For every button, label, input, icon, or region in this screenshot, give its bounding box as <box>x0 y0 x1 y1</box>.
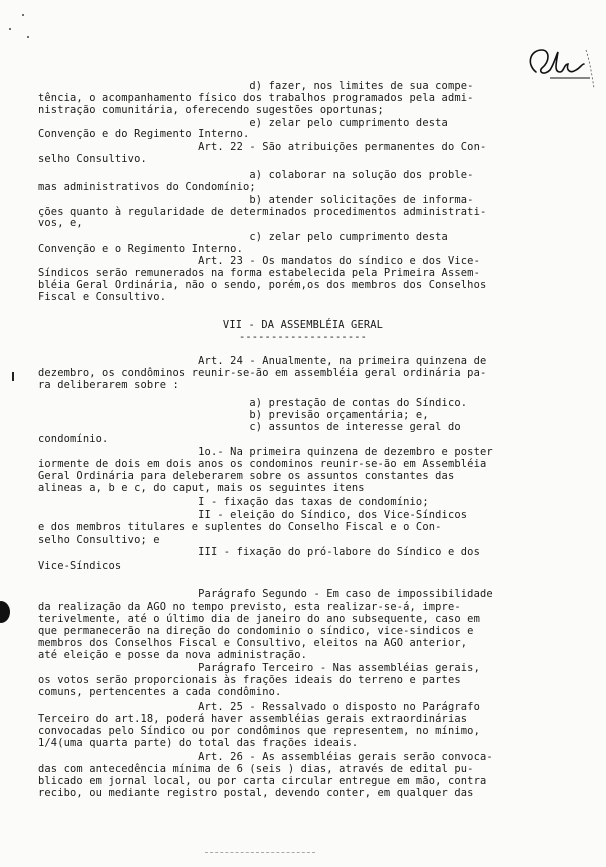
text-line: Síndicos serão remunerados na forma estabelecida pela Primeira Assem- <box>38 267 480 279</box>
text-line: mas administrativos do Condomínio; <box>38 181 256 193</box>
text-line: c) zelar pelo cumprimento desta <box>38 231 448 243</box>
text-line: ra deliberarem sobre : <box>38 379 179 391</box>
text-line: -------------------- <box>238 331 368 343</box>
binder-hole <box>0 601 10 623</box>
text-line: III - fixação do pró-labore do Síndico e dos <box>38 546 480 558</box>
text-line: das com antecedência mínima de 6 (seis ) dias, através de edital pu- <box>38 763 474 775</box>
text-line: Art. 26 - As assembléias gerais serão convoca- <box>38 751 493 763</box>
text-line: selho Consultivo. <box>38 153 147 165</box>
text-line: 1/4(uma quarta parte) do total das frações ideais. <box>38 737 359 749</box>
text-line: comuns, pertencentes a cada condômino. <box>38 686 282 698</box>
text-line: os votos serão proporcionais às frações ideais do terreno e partes <box>38 674 461 686</box>
text-line: terivelmente, até o último dia de janeiro do ano subsequente, caso em <box>38 613 480 625</box>
text-line: Vice-Síndicos <box>38 560 122 572</box>
text-line: condomínio. <box>38 433 109 445</box>
text-line: que permanecerão na direção do condominio o síndico, vice-sindicos e <box>38 625 474 637</box>
text-line: b) atender solicitações de informa- <box>38 194 474 206</box>
text-line: I - fixação das taxas de condomínio; <box>38 496 429 508</box>
text-line: 1o.- Na primeira quinzena de dezembro e poster <box>38 446 493 458</box>
text-line: alineas a, b e c, do caput, mais os seguintes itens <box>38 482 365 494</box>
text-line: b) previsão orçamentária; e, <box>38 409 429 421</box>
footer-rule <box>205 852 315 854</box>
text-line: Terceiro do art.18, poderá haver assembléias gerais extraordinárias <box>38 713 468 725</box>
scan-speck <box>27 36 29 38</box>
text-line: convocadas pelo Síndico ou por condôminos que representem, no mínimo, <box>38 725 480 737</box>
text-line: Parágrafo Segundo - Em caso de impossibilidade <box>38 588 493 600</box>
text-line: a) prestação de contas do Síndico. <box>38 397 468 409</box>
text-line: c) assuntos de interesse geral do <box>38 421 461 433</box>
text-line: Geral Ordinária para deleberarem sobre os assuntos constantes das <box>38 470 455 482</box>
scan-speck <box>9 28 11 30</box>
text-line: iormente de dois em dois anos os condominos reunir-se-ão em Assembléia <box>38 458 487 470</box>
text-line: e) zelar pelo cumprimento desta <box>38 117 448 129</box>
text-line: ções quanto à regularidade de determinados procedimentos administrati- <box>38 206 487 218</box>
text-line: Art. 23 - Os mandatos do síndico e dos Vice- <box>38 255 480 267</box>
text-line: nistração comunitária, oferecendo sugestões oportunas; <box>38 104 384 116</box>
text-line: d) fazer, nos limites de sua compe- <box>38 80 474 92</box>
text-line: bléia Geral Ordinária, não o sendo, porém,os dos membros dos Conselhos <box>38 279 487 291</box>
text-line: até eleição e posse da nova administração. <box>38 649 308 661</box>
text-line: Convenção e o Regimento Interno. <box>38 243 243 255</box>
text-line: blicado em jornal local, ou por carta circular entregue em mão, contra <box>38 775 487 787</box>
text-line: Convenção e do Regimento Interno. <box>38 128 250 140</box>
text-line: vos, e, <box>38 217 83 229</box>
scan-speck <box>22 14 24 16</box>
text-line: Fiscal e Consultivo. <box>38 291 167 303</box>
text-line: e dos membros titulares e suplentes do Conselho Fiscal e o Con- <box>38 521 442 533</box>
text-line: II - eleição do Síndico, dos Vice-Síndicos <box>38 509 468 521</box>
text-line: membros dos Conselhos Fiscal e Consultivo, eleitos na AGO anterior, <box>38 637 468 649</box>
text-line: dezembro, os condôminos reunir-se-ão em assembléia geral ordinária pa- <box>38 367 487 379</box>
margin-mark <box>12 372 14 381</box>
text-line: Parágrafo Terceiro - Nas assembléias gerais, <box>38 662 480 674</box>
text-line: selho Consultivo; e <box>38 534 160 546</box>
section-heading: VII - DA ASSEMBLÉIA GERAL <box>222 319 384 331</box>
text-line: Art. 25 - Ressalvado o disposto no Parágrafo <box>38 701 480 713</box>
text-line: da realização da AGO no tempo previsto, esta realizar-se-á, impre- <box>38 601 461 613</box>
text-line: recibo, ou mediante registro postal, devendo conter, em qualquer das <box>38 787 474 799</box>
text-line: Art. 22 - São atribuições permanentes do Con- <box>38 141 487 153</box>
text-line: a) colaborar na solução dos proble- <box>38 169 474 181</box>
text-line: Art. 24 - Anualmente, na primeira quinzena de <box>38 355 487 367</box>
text-line: tência, o acompanhamento físico dos trabalhos programados pela admi- <box>38 92 474 104</box>
